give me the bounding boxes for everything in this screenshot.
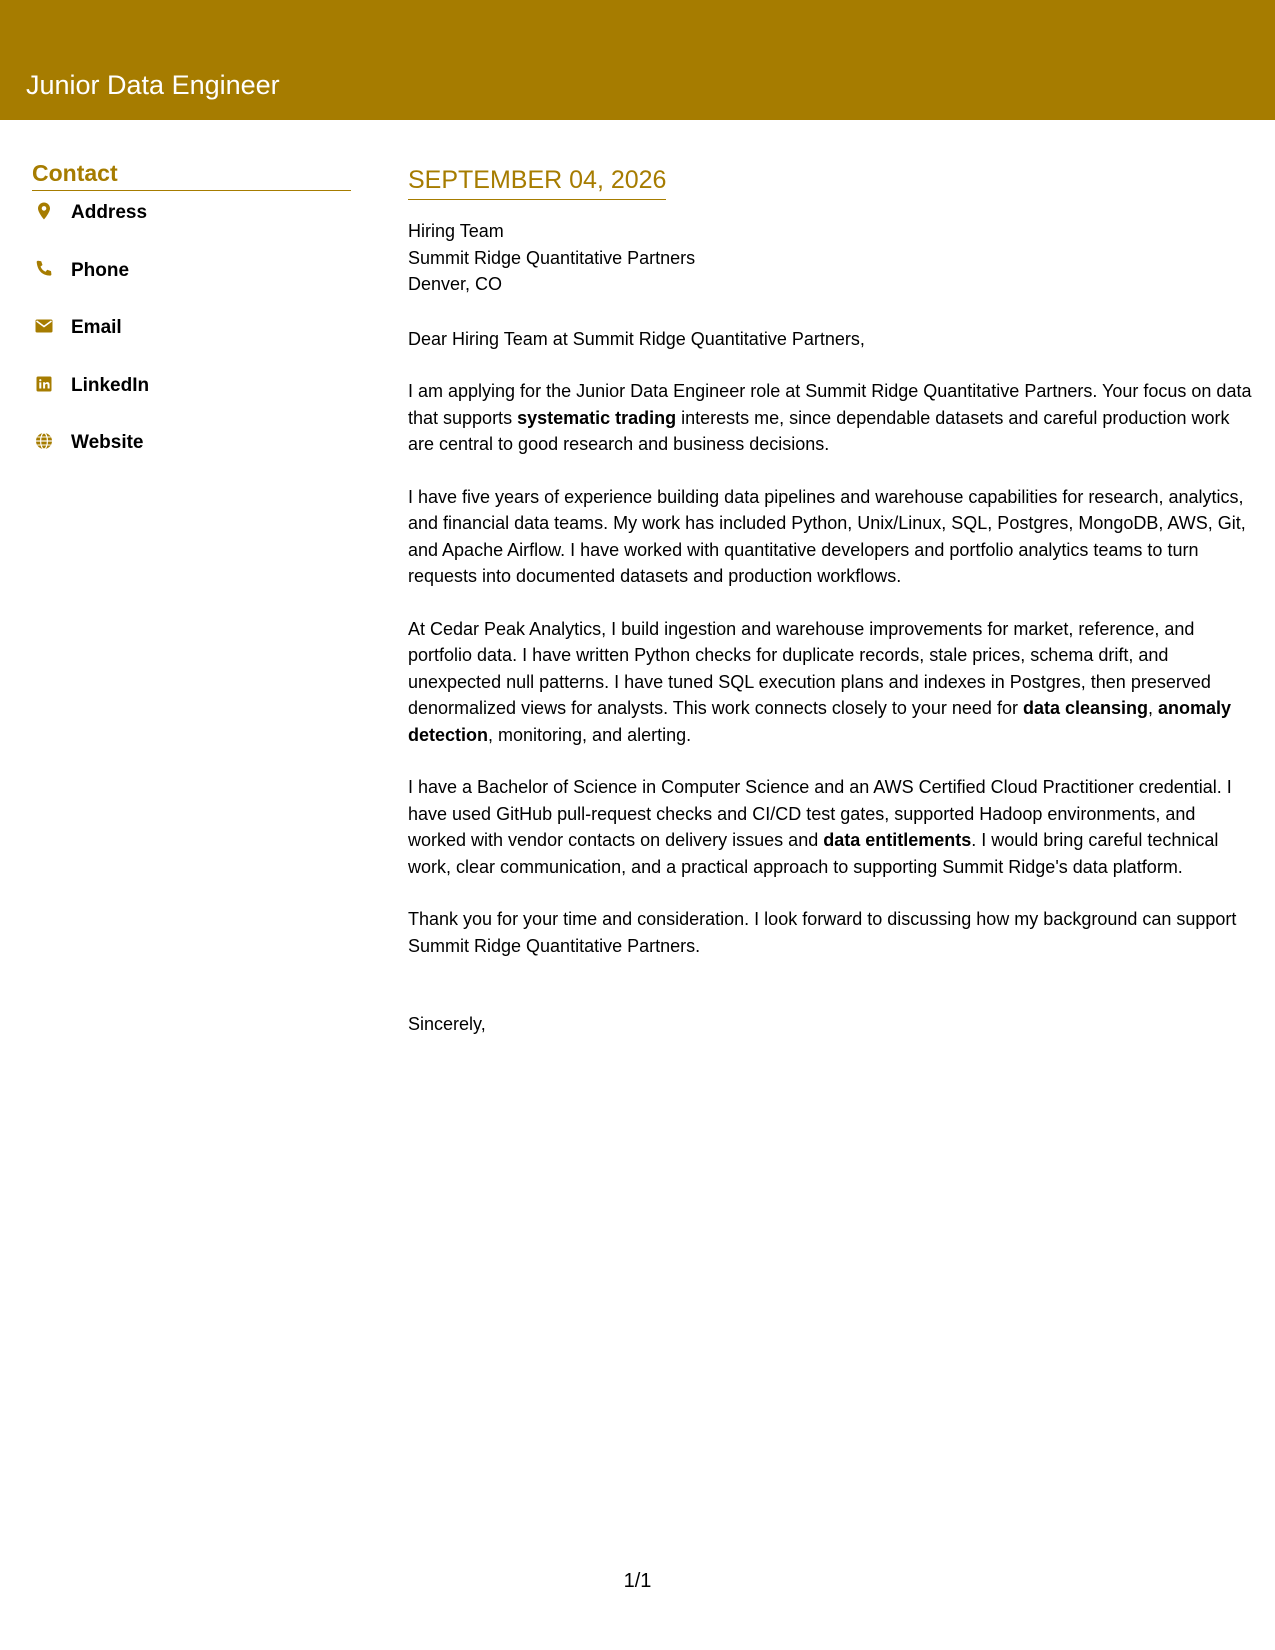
emphasis-text: data cleansing	[1022, 698, 1148, 718]
contact-list	[32, 191, 351, 479]
paragraph-closing: Thank you for your time and consideration. I look forward to discussing how my background can support Summit Ridge Quantitative Partners.	[408, 909, 1237, 956]
page-title: Junior Data Engineer	[26, 70, 280, 100]
paragraph-text: . I would bring careful technical work, clear communication, and a practical approach to supporting Summit Ridge's data platform.	[408, 830, 1219, 877]
globe-icon	[34, 431, 54, 451]
recipient-location: Denver, CO	[408, 274, 503, 294]
page-number: 1/1	[623, 1570, 652, 1592]
letter-date: SEPTEMBER 04, 2026	[408, 168, 666, 200]
contact-label-linkedin: LinkedIn	[71, 374, 150, 396]
salutation: Dear Hiring Team at Summit Ridge Quantitative Partners,	[408, 328, 865, 349]
contact-sidebar	[32, 162, 351, 479]
contact-heading: Contact	[32, 162, 351, 191]
contact-label-email: Email	[71, 317, 122, 338]
linkedin-icon	[34, 374, 54, 394]
emphasis-text: systematic trading	[517, 407, 677, 428]
cover-letter-body	[408, 168, 1253, 1038]
contact-item-website	[32, 421, 351, 479]
contact-label-address: Address	[71, 202, 148, 223]
contact-item-email	[32, 306, 351, 364]
emphasis-text: anomaly detection	[408, 698, 1232, 745]
paragraph-text: interests me, since dependable datasets and careful production work are central to good research and business decisions.	[408, 407, 1230, 454]
envelope-icon	[34, 316, 54, 336]
paragraph-experience: I have five years of experience building data pipelines and warehouse capabilities for research, analytics, and financial data teams. My work has included Python, Unix/Linux, SQL, Postgres, MongoDB, AWS, Git, and Apache Airflow. I have worked with quantitative developers and portfolio analytics teams to turn requests into documented datasets and production workflows.	[408, 486, 1246, 586]
paragraph-text: I have a Bachelor of Science in Computer Science and an AWS Certified Cloud Practitioner credential. I have used GitHub pull-request checks and CI/CD test gates, supported Hadoop environments, and worked with vendor contacts on delivery issues and	[408, 777, 1232, 850]
recipient-block	[408, 218, 1253, 298]
recipient-company: Summit Ridge Quantitative Partners	[408, 247, 696, 268]
contact-label-website: Website	[71, 432, 144, 453]
contact-item-address	[32, 191, 351, 249]
paragraph-education	[408, 774, 1253, 880]
paragraph-text: ,	[1148, 698, 1159, 718]
paragraph-text: I am applying for the Junior Data Engineer role at Summit Ridge Quantitative Partners. Your focus on data that supports	[408, 381, 1252, 428]
paragraph-current-role	[408, 616, 1253, 749]
location-pin-icon	[34, 201, 54, 221]
paragraph-text: At Cedar Peak Analytics, I build ingestion and warehouse improvements for market, reference, and portfolio data. I have written Python checks for duplicate records, stale prices, schema drift, and unexpected null patterns. I have tuned SQL execution plans and indexes in Postgres, then preserved denormalized views for analysts. This work connects closely to your need for	[408, 618, 1211, 718]
paragraph-intro	[408, 378, 1253, 458]
emphasis-text: data entitlements	[823, 830, 972, 850]
paragraph-text: , monitoring, and alerting.	[488, 724, 692, 745]
header-bar	[0, 0, 1275, 120]
contact-item-phone	[32, 249, 351, 307]
contact-label-phone: Phone	[71, 259, 130, 281]
phone-icon	[34, 259, 54, 279]
contact-item-linkedin	[32, 364, 351, 422]
sign-off: Sincerely,	[408, 1014, 486, 1034]
recipient-line: Hiring Team	[408, 221, 504, 241]
